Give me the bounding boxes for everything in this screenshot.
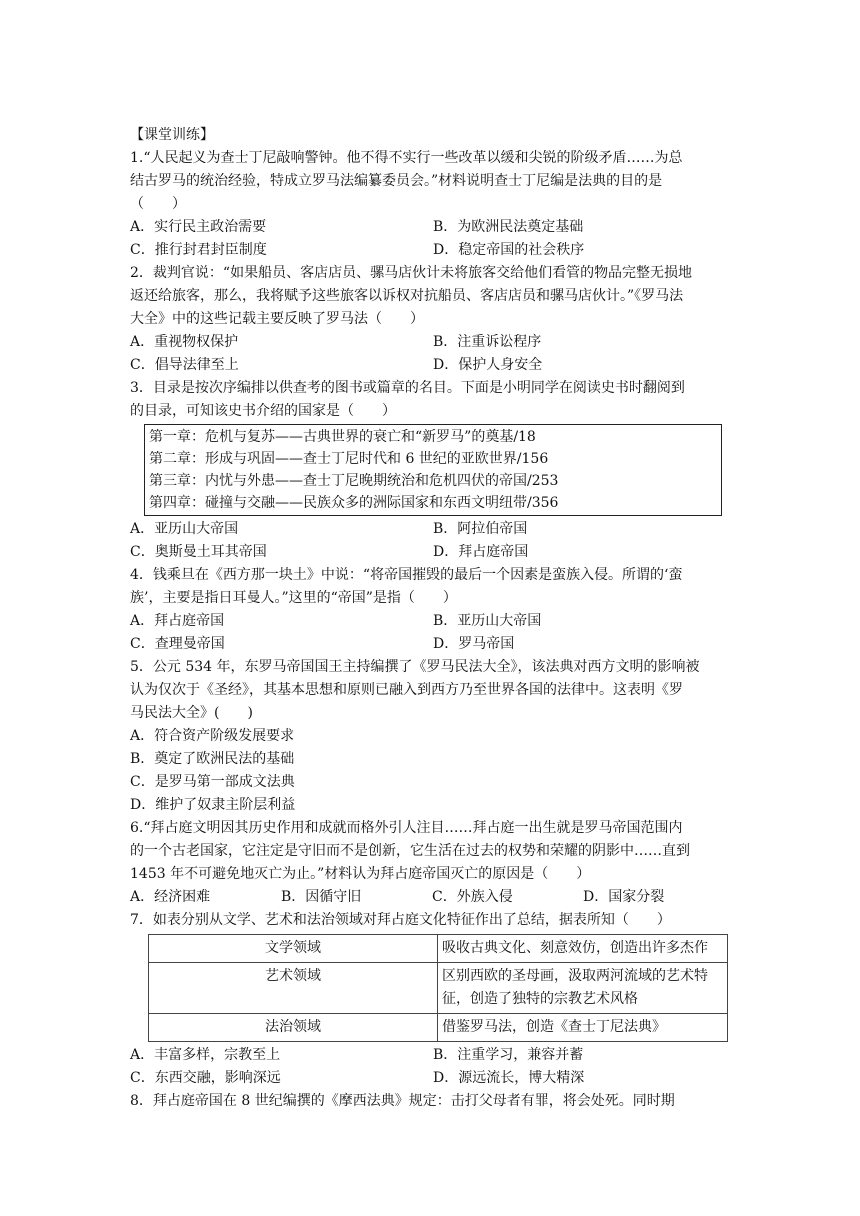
option-a: A．重视物权保护 [130,334,239,350]
question-6 [130,817,736,909]
option-b: B．阿拉伯帝国 [433,521,528,537]
option-a: A．亚历山大帝国 [130,521,239,537]
question-8 [130,1090,736,1113]
question-text-line: 5．公元 534 年，东罗马帝国国王主持编撰了《罗马民法大全》，该法典对西方文明的影响被 [130,659,700,675]
question-text-line: 大全》中的这些记载主要反映了罗马法（ ） [130,311,424,327]
table-row [149,1014,728,1042]
table-row [149,963,728,1014]
table-cell-field: 艺术领域 [149,963,438,1014]
table-cell-field: 文学领域 [149,935,438,963]
toc-entry: 第四章：碰撞与交融——民族众多的洲际国家和东西文明纽带/356 [149,495,559,511]
desc-line: 吸收古典文化、刻意效仿，创造出许多杰作 [442,940,708,956]
question-5 [130,656,736,817]
table-cell-field: 法治领域 [149,1014,438,1042]
option-b: B．为欧洲民法奠定基础 [433,219,584,235]
question-text-line: 8．拜占庭帝国在 8 世纪编撰的《摩西法典》规定：击打父母者有罪，将会处死。同时期 [130,1093,675,1109]
section-title: 【课堂训练】 [130,127,214,143]
question-text-line: 4．钱乘旦在《西方那一块土》中说：“将帝国摧毁的最后一个因素是蛮族入侵。所谓的‘蛮 [130,567,683,583]
question-text-line: 6.“拜占庭文明因其历史作用和成就而格外引人注目……拜占庭一出生就是罗马帝国范围内 [130,820,683,836]
option-b: B．注重学习，兼容并蓄 [433,1047,584,1063]
question-text-line: 2．裁判官说：“如果船员、客店店员、骡马店伙计未将旅客交给他们看管的物品完整无损地 [130,265,693,281]
question-text-line: 7．如表分别从文学、艺术和法治领域对拜占庭文化特征作出了总结，据表所知（ ） [130,912,671,928]
option-c: C．推行封君封臣制度 [130,242,267,258]
table-of-contents-box [144,424,722,516]
option-d: D．国家分裂 [583,889,665,905]
option-a: A．丰富多样，宗教至上 [130,1047,281,1063]
table-cell-desc [438,935,728,963]
question-7 [130,909,736,1090]
question-text-line: 认为仅次于《圣经》，其基本思想和原则已融入到西方乃至世界各国的法律中。这表明《罗 [130,682,683,698]
option-d: D．保护人身安全 [433,357,543,373]
option-c: C．是罗马第一部成文法典 [130,774,295,790]
question-text-line: 结古罗马的统治经验，特成立罗马法编纂委员会。”材料说明查士丁尼编是法典的目的是 [130,173,663,189]
question-3 [130,377,736,564]
option-a: A．拜占庭帝国 [130,613,225,629]
table-cell-desc [438,1014,728,1042]
option-b: B．亚历山大帝国 [433,613,542,629]
desc-line: 区别西欧的圣母画，汲取两河流域的艺术特 [442,968,708,984]
question-text-line: 1.“人民起义为查士丁尼敲响警钟。他不得不实行一些改革以缓和尖锐的阶级矛盾……为总 [130,150,683,166]
question-text-line: 3．目录是按次序编排以供查考的图书或篇章的名目。下面是小明同学在阅读史书时翻阅到 [130,380,685,396]
desc-line: 借鉴罗马法，创造《查士丁尼法典》 [442,1019,666,1035]
toc-entry: 第一章：危机与复苏——古典世界的衰亡和“新罗马”的奠基/18 [149,429,536,445]
question-1 [130,147,736,262]
option-b: B．因循守旧 [281,889,362,905]
question-text-line: 族’，主要是指日耳曼人。”这里的“帝国”是指（ ） [130,590,457,606]
option-d: D．源远流长，博大精深 [433,1070,585,1086]
exercise-page [130,124,736,1113]
question-text-line: 1453 年不可避免地灭亡为止。”材料认为拜占庭帝国灭亡的原因是（ ） [130,866,591,882]
option-a: A．经济困难 [130,889,211,905]
option-c: C．东西交融，影响深远 [130,1070,281,1086]
question-text-line: 马民法大全》( ) [130,705,253,721]
option-c: C．倡导法律至上 [130,357,239,373]
question-text-line: 的一个古老国家，它注定是守旧而不是创新，它生活在过去的权势和荣耀的阴影中……直到 [130,843,690,859]
option-d: D．罗马帝国 [433,636,515,652]
option-c: C．查理曼帝国 [130,636,225,652]
toc-entry: 第三章：内忧与外患——查士丁尼晚期统治和危机四伏的帝国/253 [149,473,559,489]
culture-table [148,934,728,1042]
option-b: B．奠定了欧洲民法的基础 [130,751,295,767]
question-text-line: 返还给旅客，那么，我将赋予这些旅客以诉权对抗船员、客店店员和骡马店伙计。”《罗马法 [130,288,684,304]
option-c: C．外族入侵 [432,889,513,905]
table-row [149,935,728,963]
option-c: C．奥斯曼土耳其帝国 [130,544,267,560]
option-d: D．拜占庭帝国 [433,544,529,560]
question-text-line: 的目录，可知该史书介绍的国家是（ ） [130,403,396,419]
question-text-line: （ ） [130,196,186,212]
question-4 [130,564,736,656]
question-2 [130,262,736,377]
toc-entry: 第二章：形成与巩固——查士丁尼时代和 6 世纪的亚欧世界/156 [149,451,549,467]
table-cell-desc [438,963,728,1014]
desc-line: 征，创造了独特的宗教艺术风格 [442,991,638,1007]
option-d: D．稳定帝国的社会秩序 [433,242,585,258]
option-d: D．维护了奴隶主阶层利益 [130,797,296,813]
option-a: A．实行民主政治需要 [130,219,267,235]
option-b: B．注重诉讼程序 [433,334,542,350]
option-a: A．符合资产阶级发展要求 [130,728,295,744]
